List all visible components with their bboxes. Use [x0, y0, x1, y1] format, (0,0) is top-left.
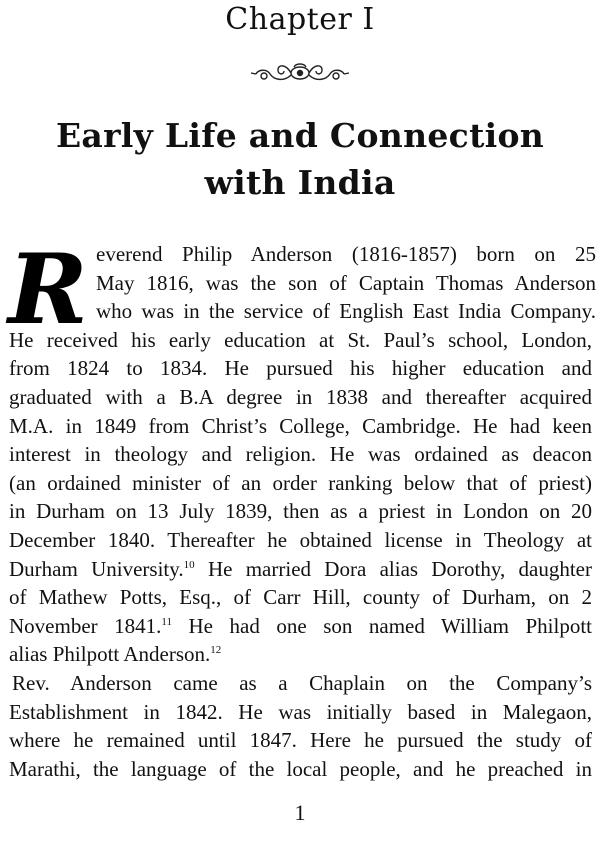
- text-line: Durham University.$^{10}$ He married Dora alias Dorothy, daughter: [9, 556, 592, 581]
- text-line: from 1824 to 1834. He pursued his higher education and: [9, 356, 592, 381]
- text-line: graduated with a B.A degree in 1838 and thereafter acquired: [9, 384, 592, 409]
- text-line: interest in theology and religion. He was ordained as deacon: [9, 442, 592, 467]
- body-text: [0, 233, 600, 783]
- chapter-heading: Chapter I: [225, 2, 375, 37]
- text-line: M.A. in 1849 from Christ’s College, Cambridge. He had keen: [9, 413, 592, 438]
- text-line: May 1816, was the son of Captain Thomas Anderson: [96, 270, 596, 295]
- drop-cap: R: [8, 233, 88, 346]
- text-line: December 1840. Thereafter he obtained license in Theology at: [9, 527, 592, 552]
- text-line: alias Philpott Anderson.$^{12}$: [9, 642, 222, 667]
- chapter-title-line-1: Early Life and Connection: [55, 116, 545, 155]
- footnote-ref: 11: [161, 615, 172, 628]
- text-line: Rev. Anderson came as a Chaplain on the Company’s: [12, 670, 592, 695]
- text-line: (an ordained minister of an order ranking below that of priest): [9, 470, 592, 495]
- text-line: November 1841.11 He had one son named William Philpott: [9, 613, 592, 638]
- text-line: where he remained until 1847. Here he pursued the study of: [9, 728, 592, 753]
- chapter-title: [0, 112, 600, 206]
- footnote-ref: 10: [183, 558, 195, 571]
- text-line: Establishment in 1842. He was initially based in Malegaon,: [9, 699, 592, 724]
- text-line: Marathi, the language of the local people, and he preached in: [9, 756, 592, 781]
- footnote-ref: 12: [210, 644, 222, 657]
- ornament-flourish-icon: [248, 58, 352, 88]
- text-line: who was in the service of English East India Company.: [96, 299, 596, 324]
- page-number: 1: [294, 800, 306, 825]
- text-line: in Durham on 13 July 1839, then as a priest in London on 20: [9, 499, 592, 524]
- text-line: He received his early education at St. Paul’s school, London,: [9, 327, 592, 352]
- text-line: of Mathew Potts, Esq., of Carr Hill, county of Durham, on 2: [9, 585, 592, 610]
- chapter-title-line-2: with India: [204, 163, 396, 202]
- text-line: everend Philip Anderson (1816-1857) born on 25: [96, 242, 596, 266]
